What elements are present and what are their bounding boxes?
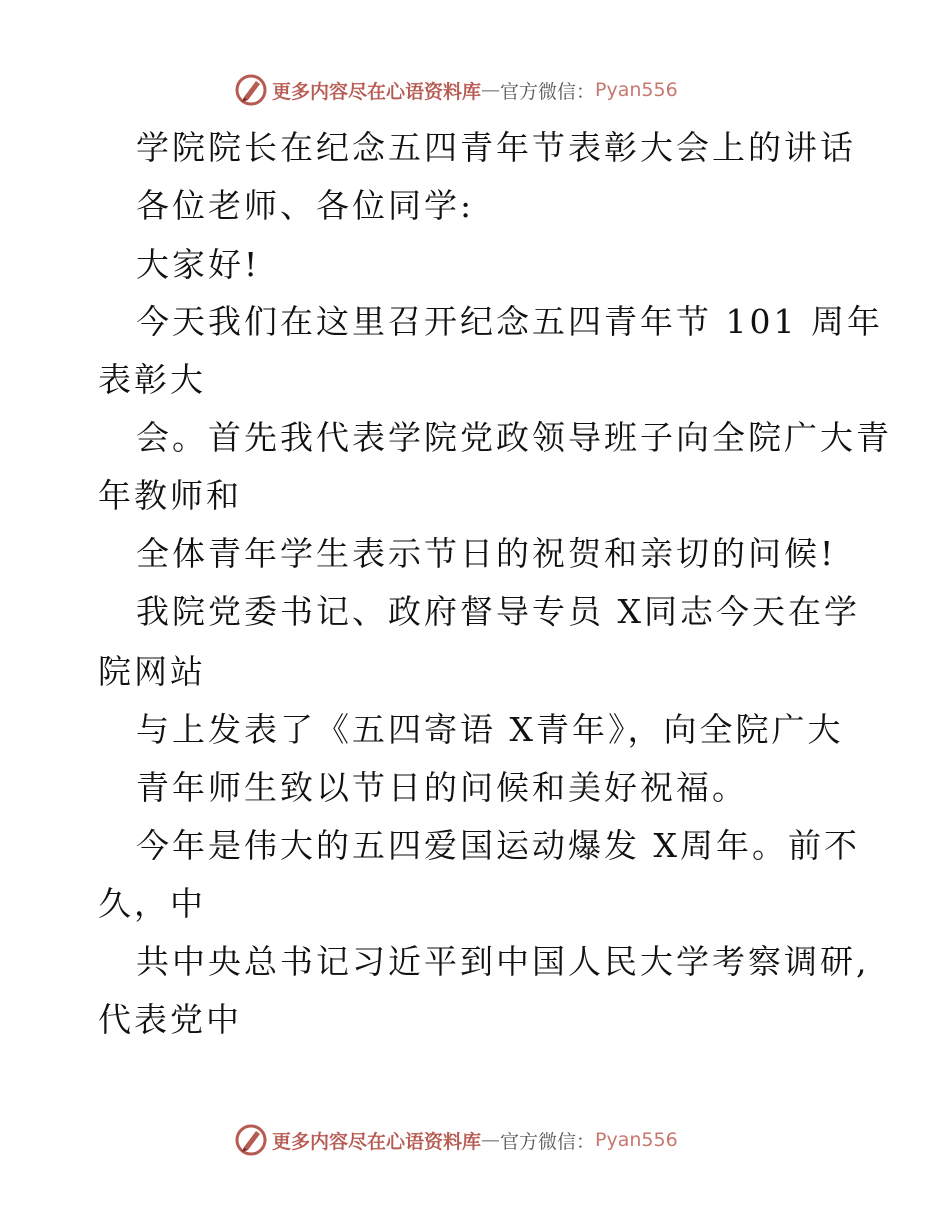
promo-text: 更多内容尽在心语资料库 [272, 80, 482, 103]
paragraph-line: 共中央总书记习近平到中国人民大学考察调研, [136, 942, 870, 981]
paragraph-line: 我院党委书记、政府督导专员 X同志今天在学 [136, 592, 860, 631]
paragraph-line: 全体青年学生表示节日的祝贺和亲切的问候! [136, 534, 837, 573]
paragraph-line: 今年是伟大的五四爱国运动爆发 X周年。前不 [136, 826, 860, 865]
paragraph-line: 院网站 [98, 652, 206, 691]
paragraph-line: 会。首先我代表学院党政领导班子向全院广大青 [136, 418, 892, 457]
paragraph-line: 与上发表了《五四寄语 X青年》，向全院广大 [136, 710, 844, 749]
paragraph-line: 表彰大 [98, 360, 206, 399]
footer-banner [234, 1122, 678, 1158]
promo-text: 更多内容尽在心语资料库 [272, 1130, 482, 1153]
banner-separator: — [481, 1129, 501, 1151]
greeting: 大家好! [136, 245, 261, 284]
contact-id: Pyan556 [595, 79, 678, 101]
paragraph-line: 代表党中 [98, 1000, 242, 1039]
contact-id: Pyan556 [595, 1129, 678, 1151]
pen-logo-icon [234, 1123, 268, 1157]
header-banner [234, 72, 678, 108]
contact-label: 官方微信： [500, 80, 596, 103]
pen-logo-icon [234, 73, 268, 107]
paragraph-line: 青年师生致以节日的问候和美好祝福。 [136, 768, 748, 807]
paragraph-line: 年教师和 [98, 476, 242, 515]
paragraph-line: 久，中 [98, 884, 206, 923]
contact-label: 官方微信： [500, 1130, 596, 1153]
salutation: 各位老师、各位同学: [136, 186, 475, 225]
paragraph-line: 今天我们在这里召开纪念五四青年节 101 周年 [136, 302, 883, 341]
banner-separator: — [481, 79, 501, 101]
document-title: 学院院长在纪念五四青年节表彰大会上的讲话 [136, 128, 856, 167]
